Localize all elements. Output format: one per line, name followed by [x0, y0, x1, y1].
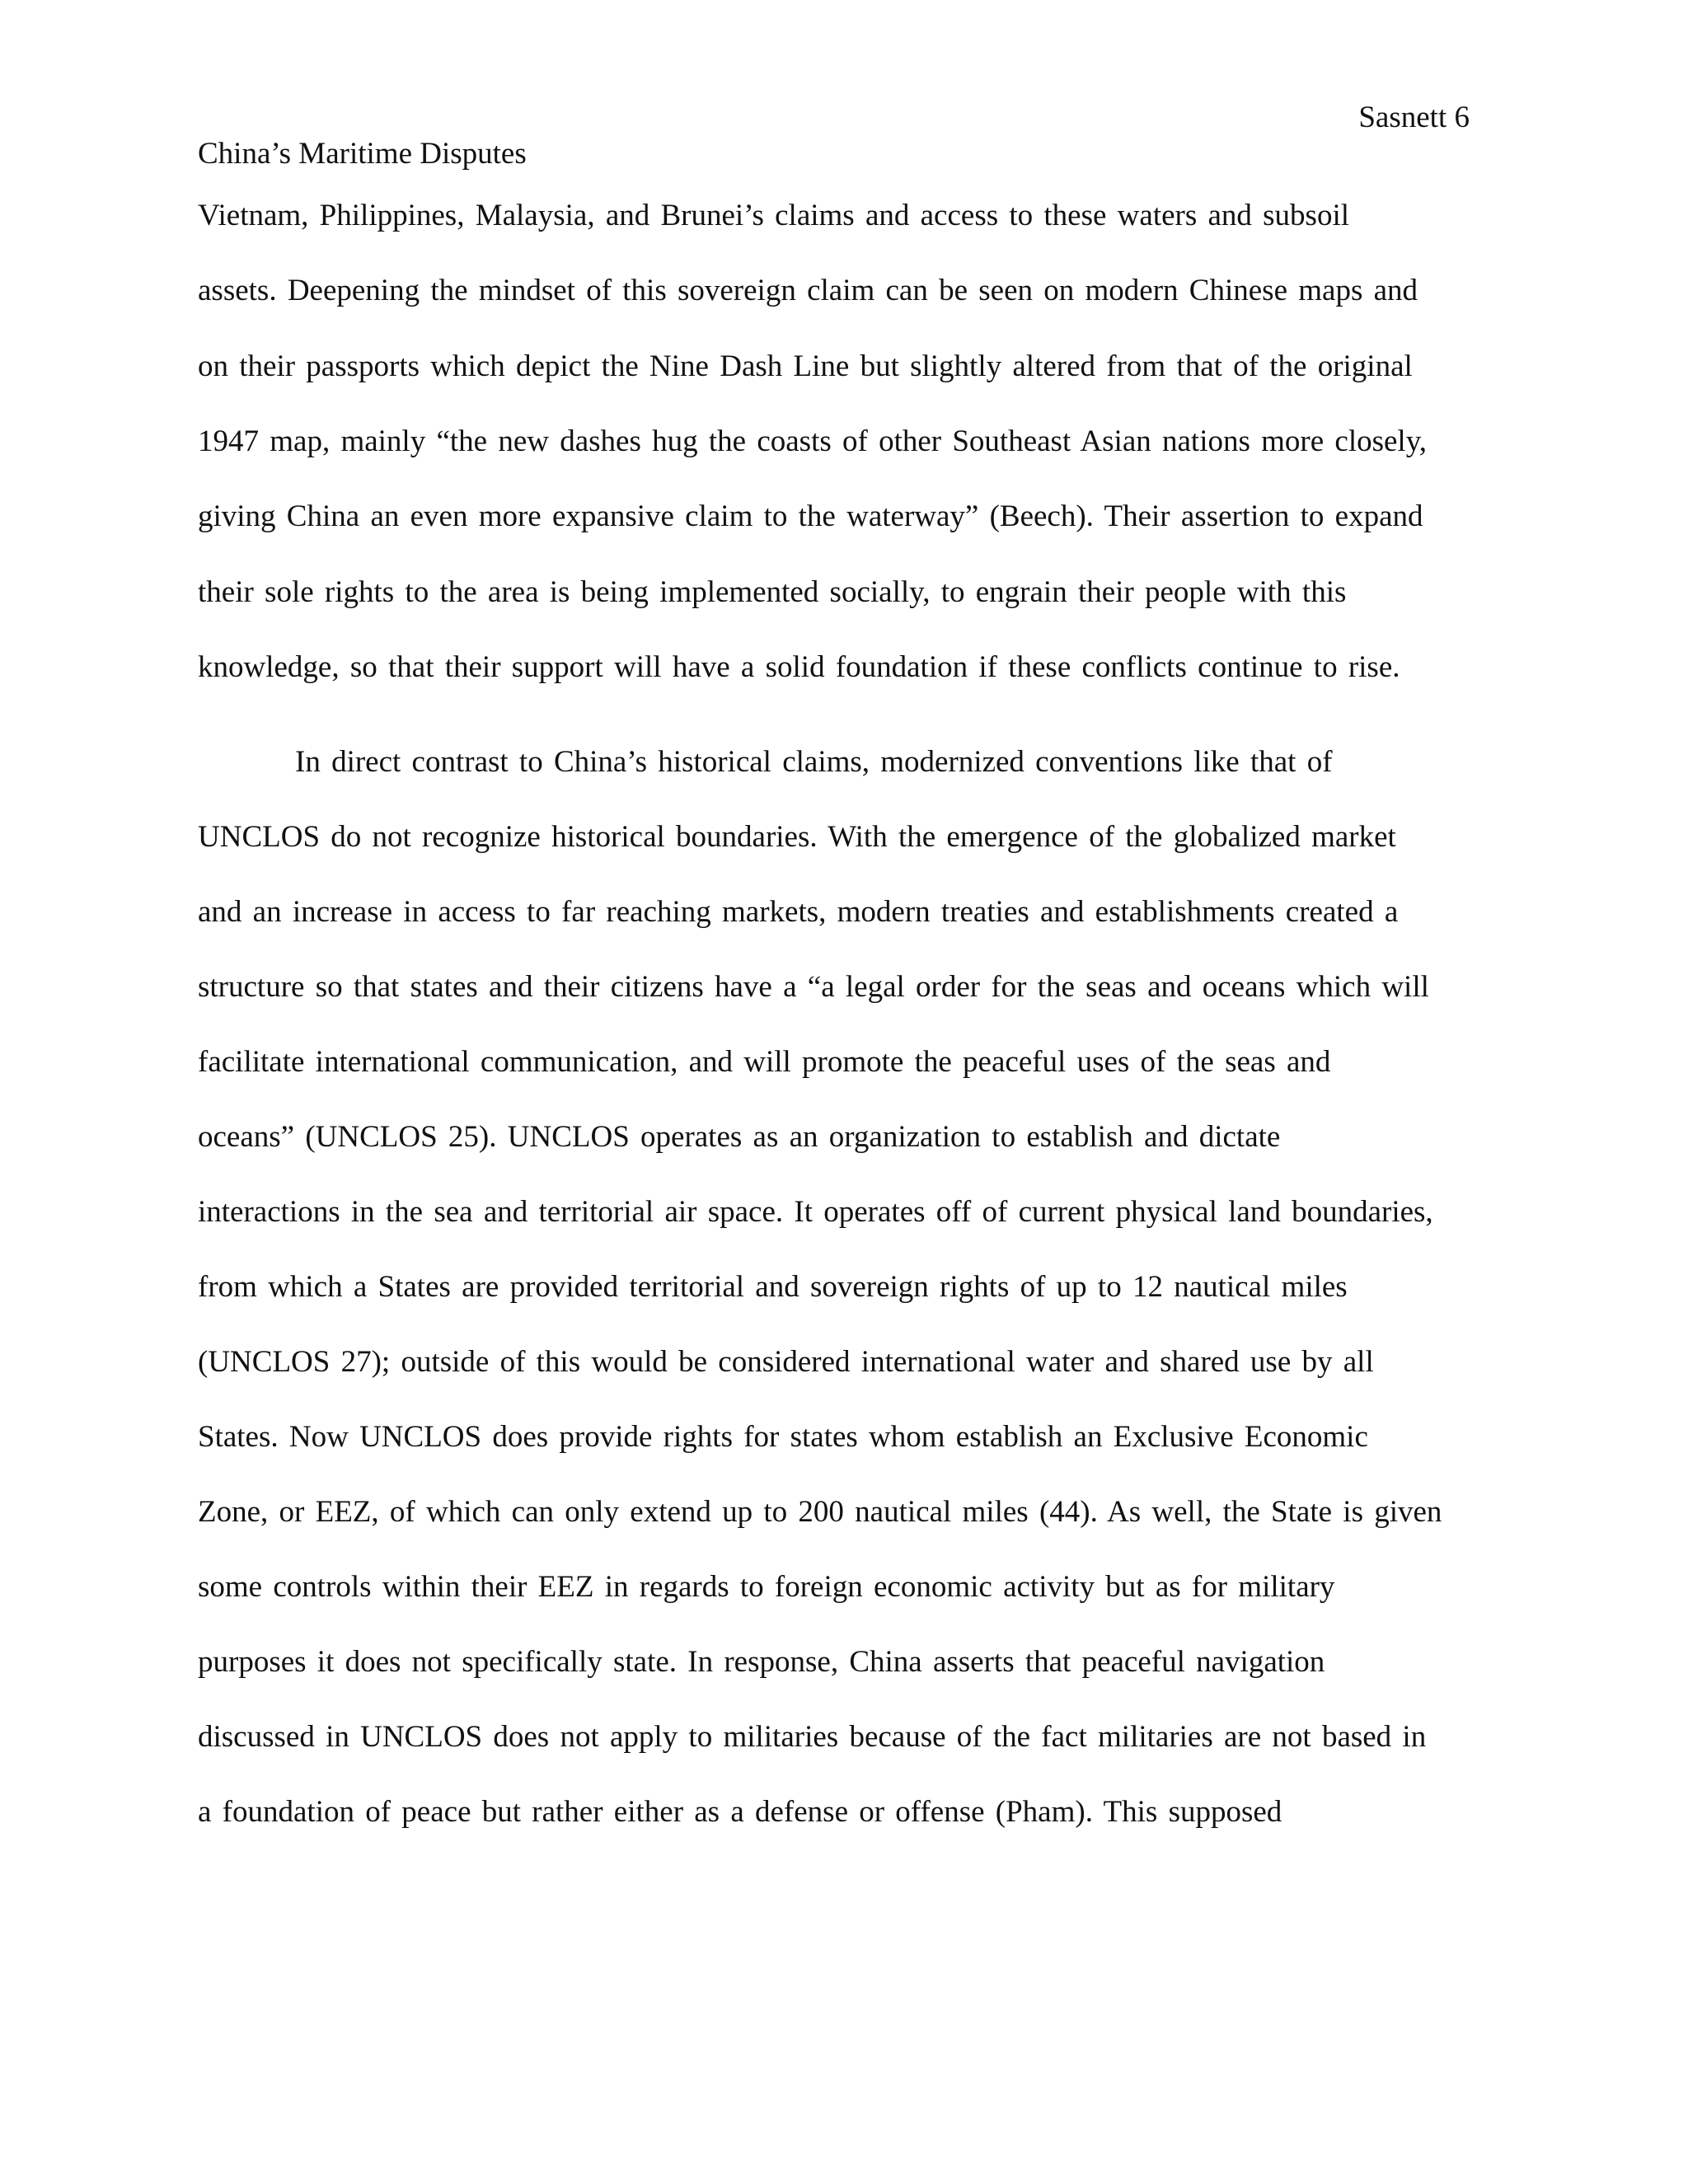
text-line: purposes it does not specifically state. In response, China asserts that peaceful navigation — [198, 1645, 1325, 1679]
text-line: 1947 map, mainly “the new dashes hug the coasts of other Southeast Asian nations more closely, — [198, 424, 1428, 458]
text-line: interactions in the sea and territorial air space. It operates off of current physical land boundaries, — [198, 1195, 1433, 1229]
text-line: their sole rights to the area is being implemented socially, to engrain their people with this — [198, 575, 1347, 609]
text-line: giving China an even more expansive claim to the waterway” (Beech). Their assertion to expand — [198, 499, 1423, 533]
text-line: a foundation of peace but rather either as a defense or offense (Pham). This supposed — [198, 1795, 1282, 1829]
text-line: UNCLOS do not recognize historical boundaries. With the emergence of the globalized market — [198, 820, 1396, 854]
text-line: discussed in UNCLOS does not apply to militaries because of the fact militaries are not based in — [198, 1720, 1427, 1754]
text-line: from which a States are provided territorial and sovereign rights of up to 12 nautical miles — [198, 1270, 1348, 1304]
text-line: States. Now UNCLOS does provide rights for states whom establish an Exclusive Economic — [198, 1420, 1368, 1454]
text-line: Vietnam, Philippines, Malaysia, and Brunei’s claims and access to these waters and subsoil — [198, 199, 1350, 232]
running-head: China’s Maritime Disputes — [198, 137, 527, 171]
text-line: on their passports which depict the Nine Dash Line but slightly altered from that of the original — [198, 349, 1413, 383]
text-line: Zone, or EEZ, of which can only extend up to 200 nautical miles (44). As well, the State is given — [198, 1495, 1442, 1529]
text-line: structure so that states and their citizens have a “a legal order for the seas and oceans which will — [198, 970, 1429, 1004]
text-line: some controls within their EEZ in regards to foreign economic activity but as for military — [198, 1570, 1335, 1604]
text-line: knowledge, so that their support will have a solid foundation if these conflicts continue to rise. — [198, 650, 1400, 684]
text-line-indented: In direct contrast to China’s historical claims, modernized conventions like that of — [295, 745, 1333, 779]
text-line: facilitate international communication, and will promote the peaceful uses of the seas and — [198, 1045, 1331, 1079]
text-line: and an increase in access to far reaching markets, modern treaties and establishments created a — [198, 895, 1399, 929]
text-line: oceans” (UNCLOS 25). UNCLOS operates as an organization to establish and dictate — [198, 1120, 1281, 1154]
text-line: assets. Deepening the mindset of this sovereign claim can be seen on modern Chinese maps and — [198, 274, 1418, 307]
text-line: (UNCLOS 27); outside of this would be considered international water and shared use by all — [198, 1345, 1374, 1379]
page-number: Sasnett 6 — [1358, 101, 1470, 134]
